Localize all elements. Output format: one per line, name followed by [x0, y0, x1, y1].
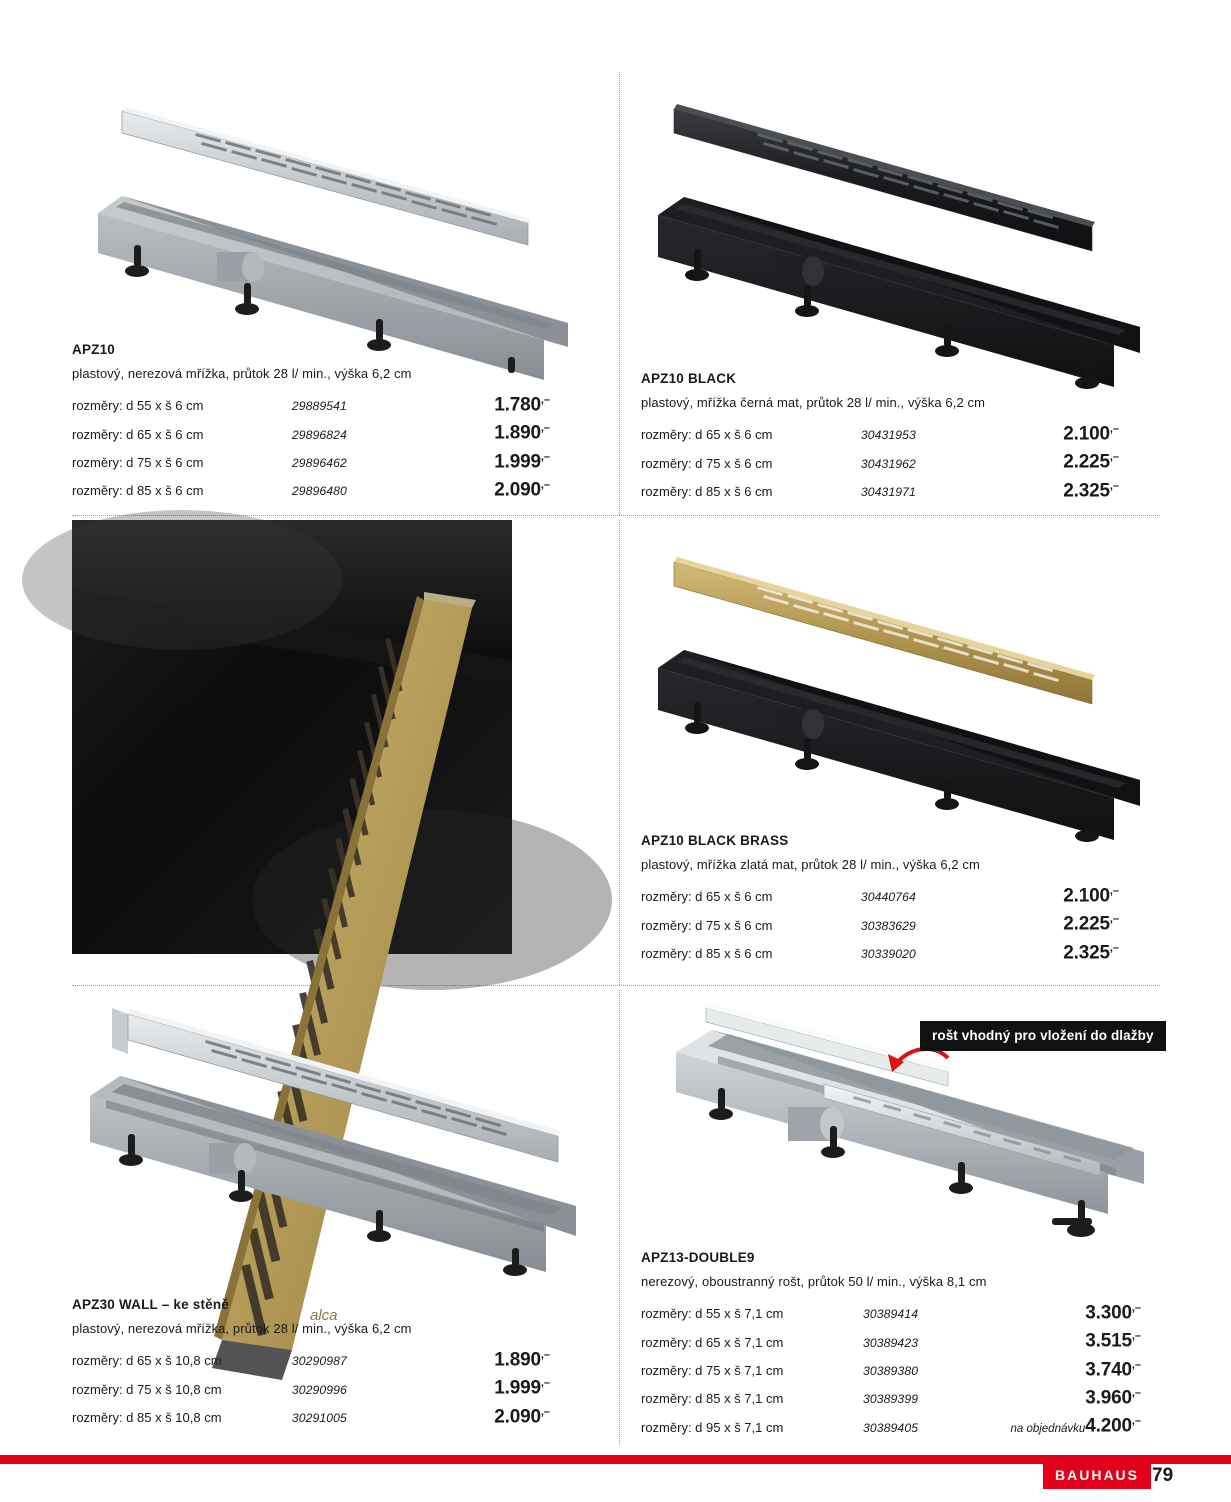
- variant-price: 1.999,–: [494, 450, 550, 472]
- variant-code: 30290987: [291, 1354, 347, 1369]
- product-block-apz10-black-brass: [641, 833, 1119, 967]
- variant-note: na objednávku: [1010, 1422, 1086, 1435]
- variant-dimensions: rozměry: d 85 x š 7,1 cm: [641, 1391, 784, 1407]
- variant-price: 3.300,–: [1085, 1302, 1141, 1324]
- price-dash: ,–: [540, 450, 550, 463]
- product-image-apz10-black-brass: [648, 548, 1168, 838]
- variant-code: 29896824: [291, 427, 347, 442]
- variant-dimensions: rozměry: d 65 x š 10,8 cm: [72, 1353, 222, 1369]
- variant-price: 3.960,–: [1085, 1386, 1141, 1409]
- variant-price: 2.225,–: [1063, 451, 1119, 473]
- variant-price: 2.100,–: [1063, 423, 1119, 445]
- variant-code: 29896462: [291, 455, 347, 470]
- variant-note: [1004, 1299, 1085, 1327]
- variant-price: 2.325,–: [1063, 479, 1119, 501]
- variant-code: 29896480: [291, 484, 347, 499]
- product-title: APZ10: [72, 342, 116, 357]
- price-dash: ,–: [1109, 941, 1119, 954]
- variant-dimensions: rozměry: d 75 x š 7,1 cm: [641, 1362, 784, 1378]
- variant-code: 30389380: [863, 1363, 919, 1378]
- variant-code: 30389405: [863, 1420, 919, 1435]
- product-description: plastový, mřížka černá mat, průtok 28 l/ min., výška 6,2 cm: [641, 395, 986, 410]
- variant-price: 1.780,–: [494, 394, 550, 416]
- variant-note: [1004, 1327, 1085, 1355]
- price-dash: ,–: [1131, 1330, 1141, 1343]
- page-number: 79: [1152, 1465, 1174, 1486]
- variant-price: 2.100,–: [1063, 885, 1119, 907]
- variant-code: 30291005: [291, 1410, 347, 1425]
- price-dash: ,–: [1131, 1386, 1141, 1399]
- variant-dimensions: rozměry: d 75 x š 6 cm: [641, 917, 773, 933]
- product-block-apz10-black: [641, 371, 1119, 505]
- table-row[interactable]: [641, 882, 1119, 910]
- price-dash: ,–: [1109, 423, 1119, 435]
- price-dash: ,–: [540, 422, 550, 435]
- variant-price: 2.325,–: [1063, 941, 1119, 963]
- variant-code: 30389399: [863, 1392, 919, 1407]
- price-dash: ,–: [540, 1377, 550, 1390]
- table-row[interactable]: [72, 476, 550, 504]
- table-row[interactable]: [72, 419, 550, 447]
- table-row[interactable]: [641, 1299, 1141, 1327]
- table-row[interactable]: [641, 1356, 1141, 1384]
- variant-table: [72, 1346, 550, 1431]
- variant-code: 30440764: [860, 890, 916, 905]
- product-image-apz30-wall: [76, 1000, 596, 1280]
- table-row[interactable]: [72, 1374, 550, 1402]
- product-block-apz30-wall: [72, 1297, 550, 1431]
- column-divider-3: [619, 990, 620, 1445]
- variant-table: [641, 882, 1119, 967]
- variant-dimensions: rozměry: d 95 x š 7,1 cm: [641, 1419, 784, 1435]
- variant-dimensions: rozměry: d 85 x š 6 cm: [641, 945, 773, 961]
- variant-price: 1.999,–: [494, 1377, 550, 1399]
- price-dash: ,–: [1109, 913, 1119, 926]
- variant-code: 30389423: [863, 1335, 919, 1350]
- product-title: APZ10 BLACK BRASS: [641, 833, 789, 848]
- product-title: APZ13-DOUBLE9: [641, 1250, 755, 1265]
- variant-table: [72, 391, 550, 504]
- table-row[interactable]: [72, 448, 550, 476]
- variant-price: 3.740,–: [1085, 1358, 1141, 1380]
- variant-price: 2.090,–: [494, 1405, 550, 1427]
- variant-code: 30290996: [291, 1382, 347, 1397]
- price-dash: ,–: [540, 1405, 550, 1418]
- column-divider-2: [619, 520, 620, 985]
- product-block-apz13-double9: [641, 1250, 1141, 1441]
- column-divider-1: [619, 72, 620, 515]
- product-description: plastový, nerezová mřížka, průtok 28 l/ min., výška 6,2 cm: [72, 1321, 412, 1336]
- product-description: plastový, mřížka zlatá mat, průtok 28 l/ min., výška 6,2 cm: [641, 857, 980, 872]
- table-row[interactable]: [641, 939, 1119, 967]
- variant-dimensions: rozměry: d 85 x š 10,8 cm: [72, 1409, 222, 1425]
- variant-price: 2.225,–: [1063, 913, 1119, 935]
- variant-dimensions: rozměry: d 65 x š 6 cm: [641, 889, 773, 905]
- variant-dimensions: rozměry: d 75 x š 6 cm: [72, 454, 204, 470]
- price-dash: ,–: [540, 1349, 550, 1361]
- price-dash: ,–: [1131, 1415, 1141, 1428]
- variant-table: [641, 420, 1119, 505]
- variant-price: 1.890,–: [494, 422, 550, 444]
- variant-code: 30389414: [863, 1307, 919, 1322]
- variant-dimensions: rozměry: d 65 x š 6 cm: [72, 426, 204, 442]
- variant-code: 30431953: [860, 428, 916, 443]
- table-row[interactable]: [72, 1346, 550, 1374]
- price-dash: ,–: [540, 478, 550, 491]
- product-description: plastový, nerezová mřížka, průtok 28 l/ min., výška 6,2 cm: [72, 366, 412, 381]
- price-dash: ,–: [540, 394, 550, 406]
- variant-code: 29889541: [291, 399, 347, 414]
- variant-code: 30339020: [860, 946, 916, 961]
- product-image-apz10: [76, 95, 596, 355]
- table-row[interactable]: [641, 910, 1119, 938]
- callout-badge: rošt vhodný pro vložení do dlažby: [920, 1021, 1166, 1051]
- price-dash: ,–: [1131, 1358, 1141, 1371]
- price-dash: ,–: [1131, 1302, 1141, 1314]
- table-row[interactable]: [641, 1327, 1141, 1355]
- variant-dimensions: rozměry: d 75 x š 10,8 cm: [72, 1381, 222, 1397]
- table-row[interactable]: [72, 391, 550, 419]
- price-dash: ,–: [1109, 885, 1119, 897]
- variant-dimensions: rozměry: d 65 x š 6 cm: [641, 427, 773, 443]
- variant-code: 30383629: [860, 918, 916, 933]
- product-description: nerezový, oboustranný rošt, průtok 50 l/ min., výška 8,1 cm: [641, 1274, 987, 1289]
- variant-dimensions: rozměry: d 85 x š 6 cm: [641, 483, 773, 499]
- variant-dimensions: rozměry: d 55 x š 7,1 cm: [641, 1306, 784, 1322]
- table-row[interactable]: [72, 1403, 550, 1431]
- variant-price: 3.515,–: [1085, 1330, 1141, 1352]
- brand-logo: BAUHAUS: [1043, 1462, 1151, 1489]
- variant-note: [1004, 1384, 1085, 1412]
- product-title: APZ30 WALL – ke stěně: [72, 1297, 230, 1312]
- svg-text:alca: alca: [310, 1307, 338, 1324]
- price-dash: ,–: [1109, 451, 1119, 464]
- product-block-apz10: [72, 342, 550, 504]
- product-image-apz10-black: [648, 95, 1168, 385]
- table-row[interactable]: [641, 420, 1119, 448]
- variant-dimensions: rozměry: d 75 x š 6 cm: [641, 455, 773, 471]
- variant-price: 2.090,–: [494, 478, 550, 501]
- variant-code: 30431971: [860, 484, 916, 499]
- table-row[interactable]: [641, 1412, 1141, 1440]
- table-row[interactable]: [641, 448, 1119, 476]
- variant-dimensions: rozměry: d 85 x š 6 cm: [72, 483, 204, 499]
- variant-table: [641, 1299, 1141, 1441]
- table-row[interactable]: [641, 1384, 1141, 1412]
- section-divider-2: [72, 985, 1160, 986]
- variant-dimensions: rozměry: d 65 x š 7,1 cm: [641, 1334, 784, 1350]
- variant-dimensions: rozměry: d 55 x š 6 cm: [72, 398, 204, 414]
- price-dash: ,–: [1109, 479, 1119, 492]
- variant-price: 1.890,–: [494, 1349, 550, 1371]
- product-title: APZ10 BLACK: [641, 371, 737, 386]
- variant-code: 30431962: [860, 456, 916, 471]
- variant-price: 4.200,–: [1085, 1415, 1141, 1437]
- variant-note: [1004, 1356, 1085, 1384]
- table-row[interactable]: [641, 477, 1119, 505]
